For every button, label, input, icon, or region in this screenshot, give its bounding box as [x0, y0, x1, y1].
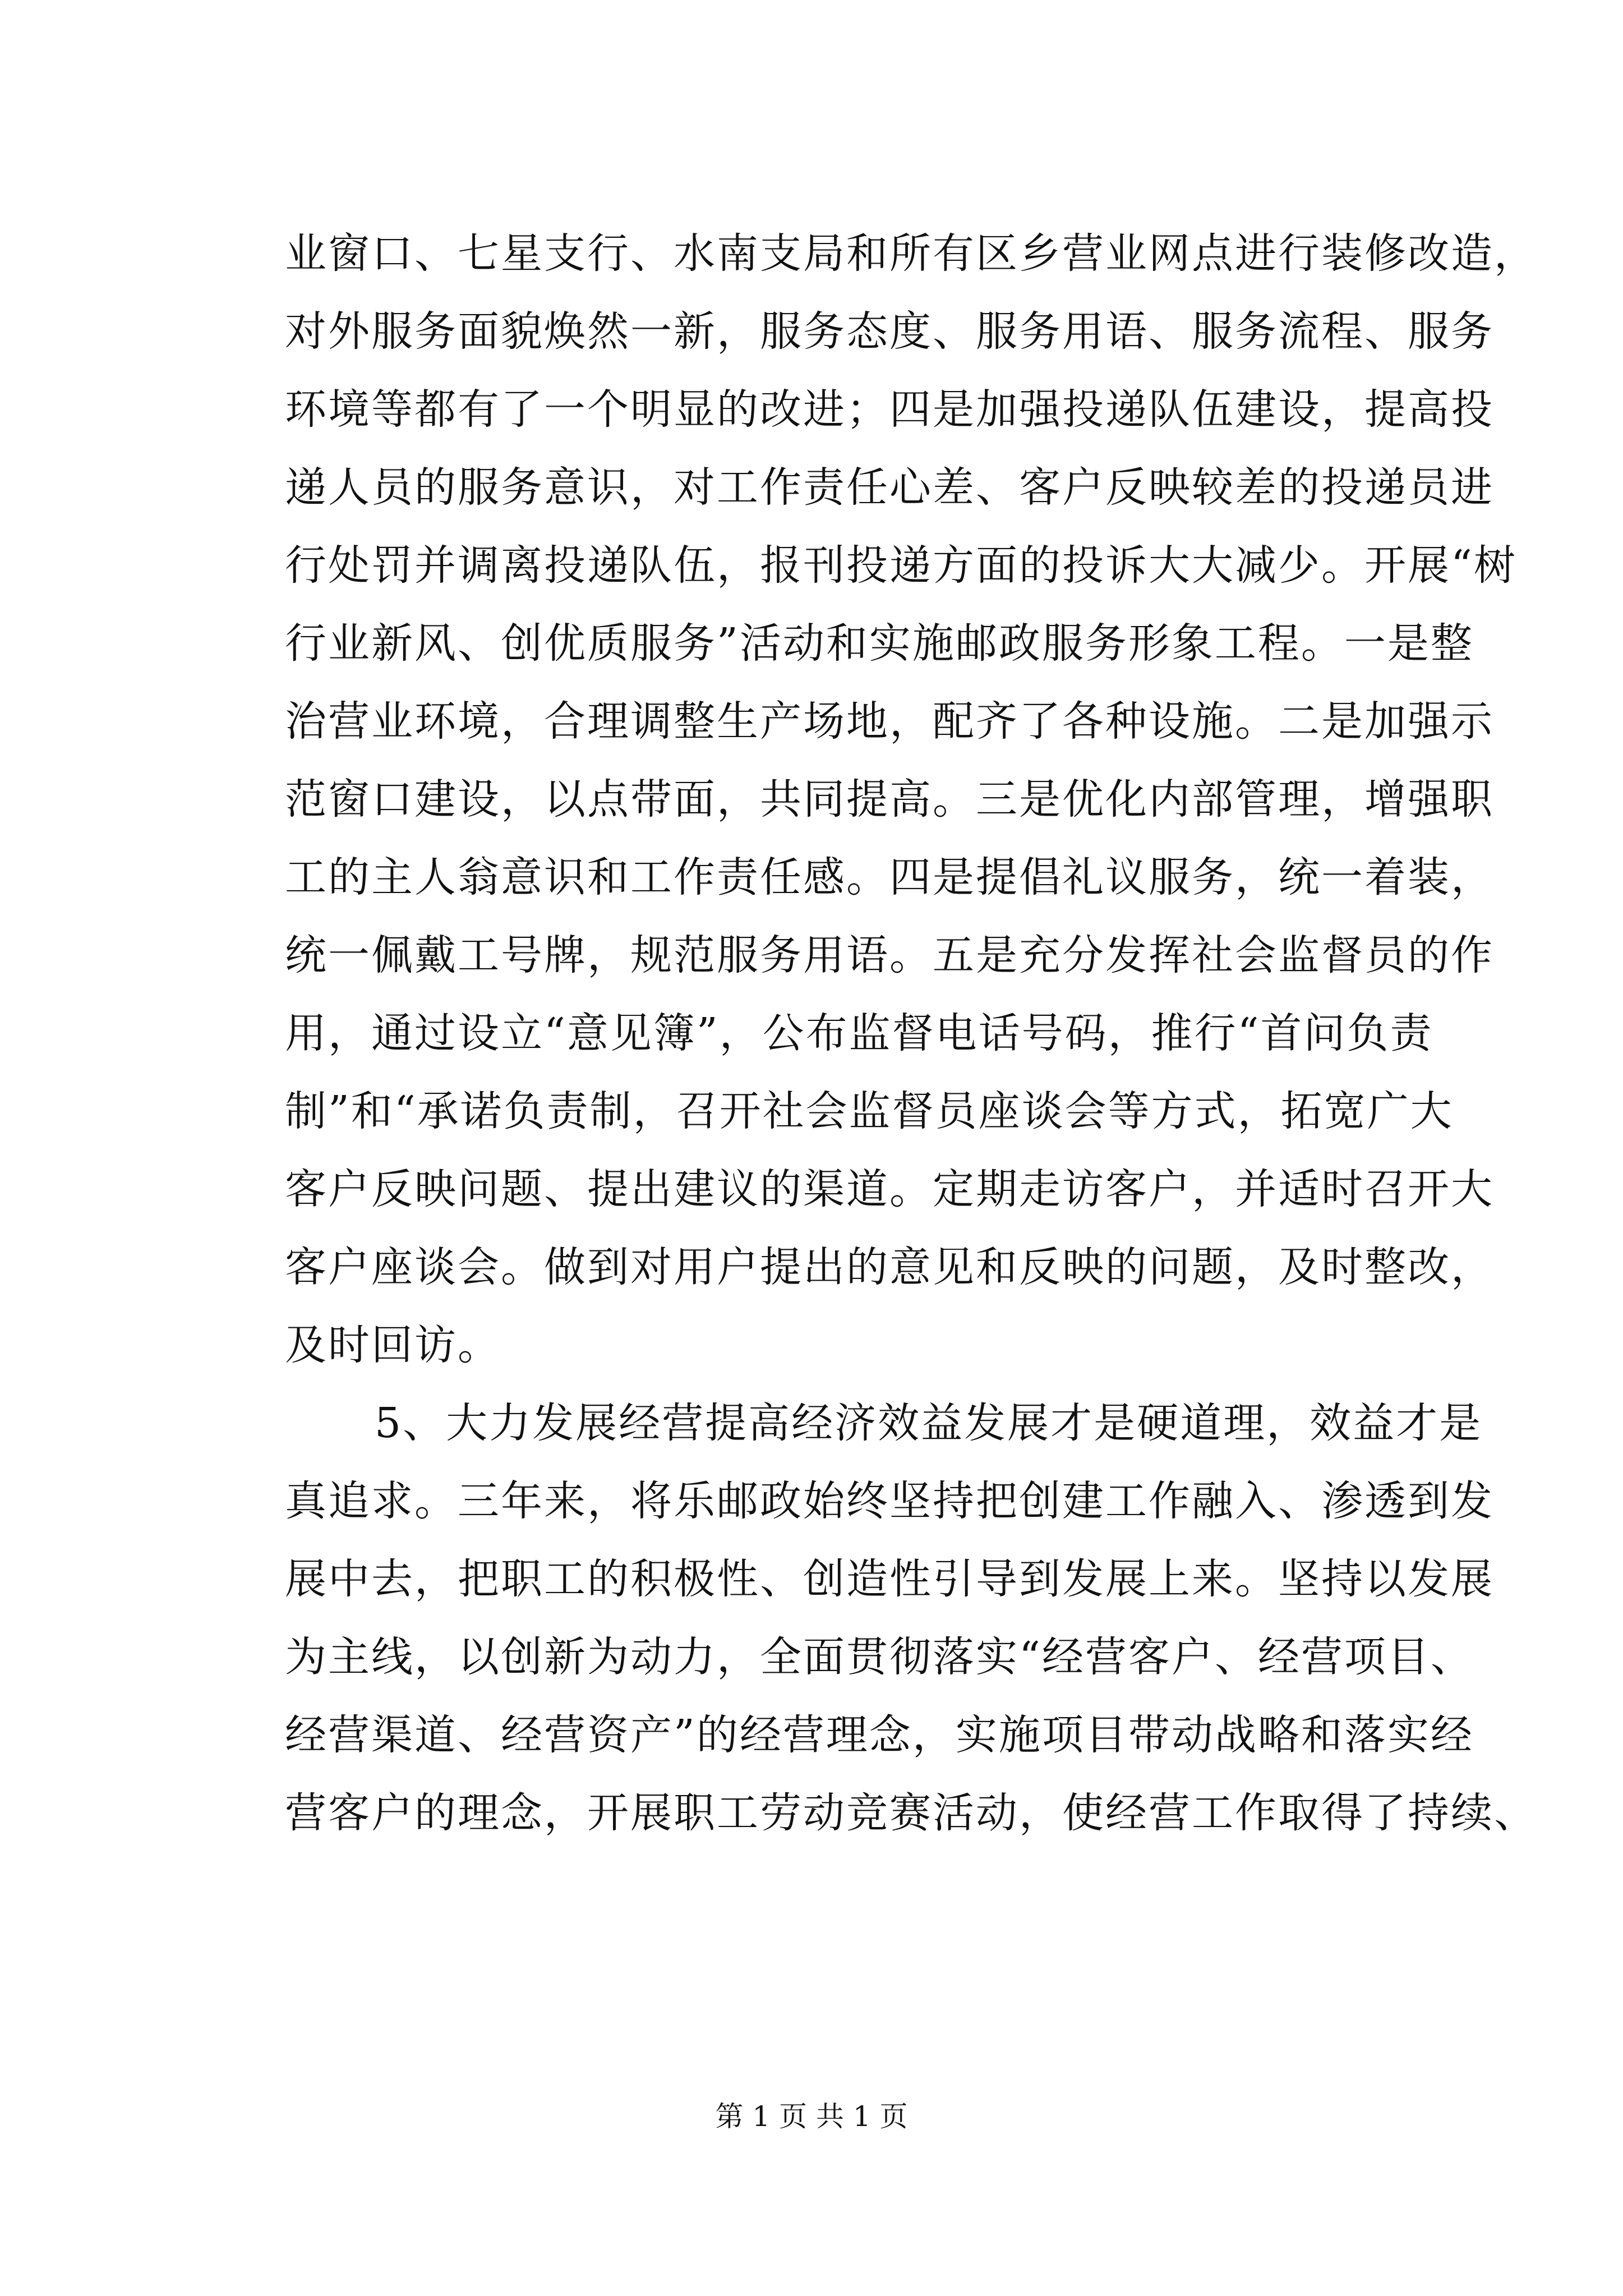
text-line: 对外服务面貌焕然一新，服务态度、服务用语、服务流程、服务 — [285, 307, 1494, 356]
text-line: 展中去，把职工的积极性、创造性引导到发展上来。坚持以发展 — [285, 1555, 1494, 1603]
paragraph-first-line: 5、大力发展经营提高经济效益发展才是硬道理，效益才是 — [375, 1399, 1483, 1447]
text-line: 工的主人翁意识和工作责任感。四是提倡礼议服务，统一着装， — [285, 853, 1494, 901]
text-line: 制”和“承诺负责制，召开社会监督员座谈会等方式，拓宽广大 — [285, 1087, 1454, 1135]
text-line: 业窗口、七星支行、水南支局和所有区乡营业网点进行装修改造， — [285, 229, 1537, 278]
text-line: 经营渠道、经营资产”的经营理念，实施项目带动战略和落实经 — [285, 1711, 1474, 1759]
text-line: 及时回访。 — [285, 1321, 501, 1369]
text-line: 递人员的服务意识，对工作责任心差、客户反映较差的投递员进 — [285, 463, 1494, 512]
text-line: 用，通过设立“意见簿”，公布监督电话号码，推行“首问负责 — [285, 1009, 1433, 1057]
text-line: 治营业环境，合理调整生产场地，配齐了各种设施。二是加强示 — [285, 697, 1494, 746]
text-line: 客户反映问题、提出建议的渠道。定期走访客户，并适时召开大 — [285, 1165, 1494, 1213]
text-line: 营客户的理念，开展职工劳动竞赛活动，使经营工作取得了持续、 — [285, 1789, 1537, 1837]
text-line: 环境等都有了一个明显的改进；四是加强投递队伍建设，提高投 — [285, 385, 1494, 434]
text-line: 客户座谈会。做到对用户提出的意见和反映的问题，及时整改， — [285, 1243, 1494, 1291]
text-line: 行处罚并调离投递队伍，报刊投递方面的投诉大大减少。开展“树 — [285, 541, 1517, 590]
text-line: 范窗口建设，以点带面，共同提高。三是优化内部管理，增强职 — [285, 775, 1494, 823]
text-line: 真追求。三年来，将乐邮政始终坚持把创建工作融入、渗透到发 — [285, 1477, 1494, 1525]
text-line: 行业新风、创优质服务”活动和实施邮政服务形象工程。一是整 — [285, 619, 1474, 668]
page-number: 第 1 页 共 1 页 — [715, 2100, 908, 2133]
text-line: 统一佩戴工号牌，规范服务用语。五是充分发挥社会监督员的作 — [285, 931, 1494, 979]
text-line: 为主线，以创新为动力，全面贯彻落实“经营客户、经营项目、 — [285, 1633, 1474, 1681]
page-footer — [0, 2097, 1623, 2136]
